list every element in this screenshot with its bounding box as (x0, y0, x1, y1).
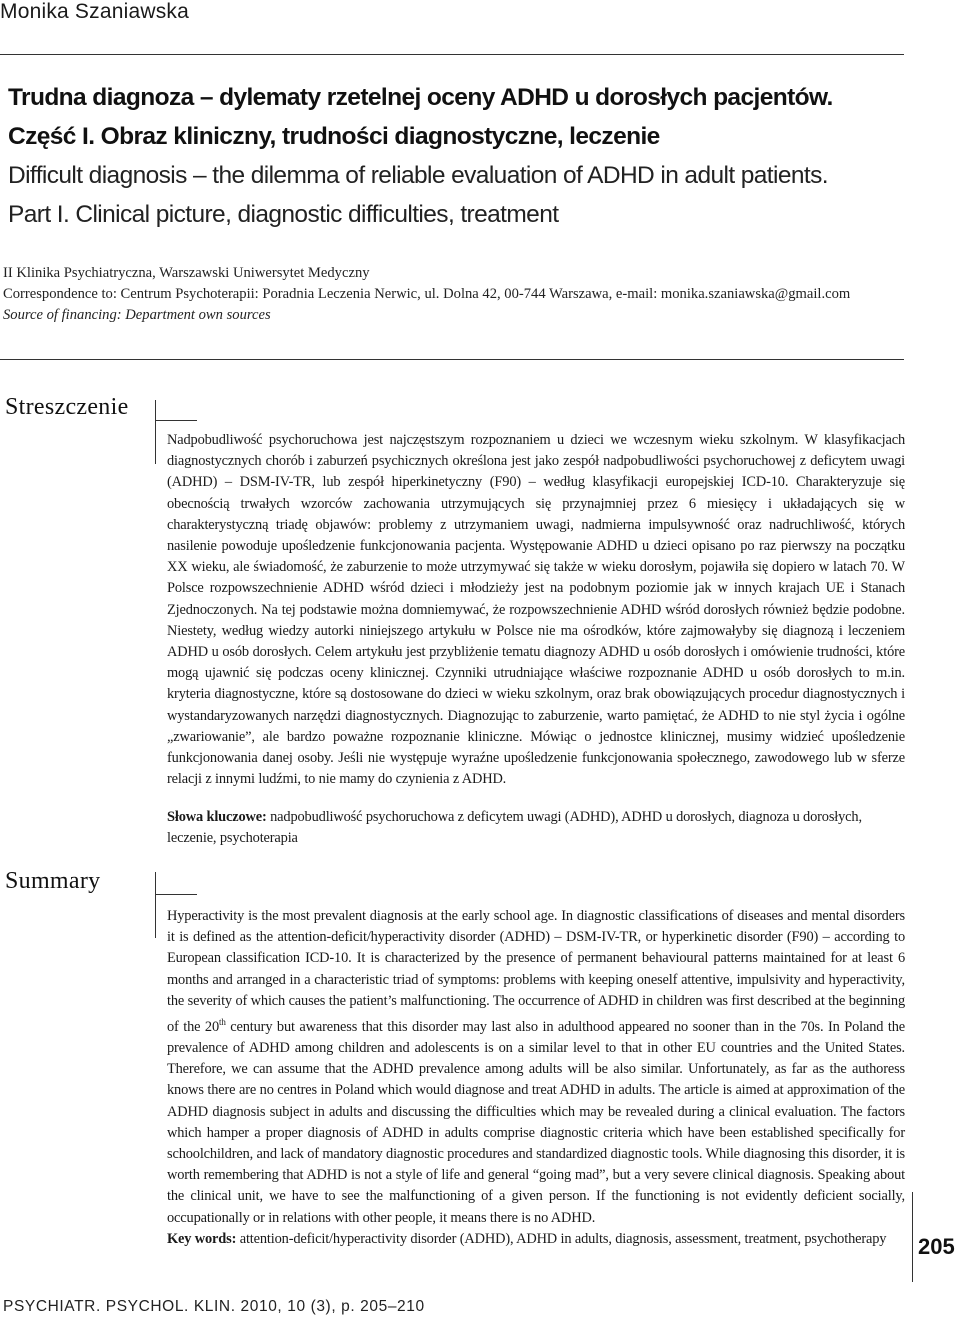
article-title-polish (8, 78, 888, 156)
keywords-english-text: attention-deficit/hyperactivity disorder (ADHD), ADHD in adults, diagnosis, assessment, treatment, psychotherapy (239, 1231, 887, 1247)
keywords-polish-text: nadpobudliwość psychoruchowa z deficytem uwagi (ADHD), ADHD u dorosłych, diagnoza u dorosłych, leczenie, psychoterapia (167, 809, 862, 847)
keywords-polish (167, 807, 905, 849)
keywords-english (167, 1229, 905, 1250)
keywords-polish-label: Słowa kluczowe: (167, 809, 267, 825)
abstract-english-part-2: century but awareness that this disorder may last also in adulthood appeared no sooner than in the 70s. In Poland the prevalence of ADHD among children and adolescents is on a similar level to that in other EU countries and the United States. Therefore, we can assume that the ADHD prevalence among adults will be also similar. Unfortunately, as far as the authoress knows there are no centres in Poland which would diagnose and treat ADHD in adults. The article is aimed at approximation of the ADHD diagnosis subject in adults and discussing the difficulties which may be revealed during a clinical evaluation. The factors which hamper a proper diagnosis of ADHD in adults comprise diagnostic criteria which have been established specifically for schoolchildren, and lack of mandatory diagnostic procedures and standardized diagnostic tools. While diagnosing this disorder, it is worth remembering that ADHD is not a style of life and general “going mad”, but a very severe clinical diagnosis. Speaking about the clinical unit, we have to see the malfunctioning of a given person. If the functioning is not evidently deficient socially, occupationally or in relations with other people, it means there is no ADHD. (167, 1018, 905, 1226)
header-rule (0, 54, 904, 55)
section-heading-summary: Summary (5, 868, 101, 894)
page-number: 205 (918, 1234, 955, 1259)
abstract-polish: Nadpobudliwość psychoruchowa jest najczęstszym rozpoznaniem u dzieci we wczesnym wieku szkolnym. W klasyfikacjach diagnostycznych chorób i zaburzeń psychicznych określona jest jako zespół nadpobudliwości psychoruchowej z deficytem uwagi (ADHD) – DSM-IV-TR, lub zespół hiperkinetyczny (F90) – według klasyfikacji europejskiej ICD-10. Charakteryzuje się obecnością trwałych wzorców zachowania utrzymujących się przynajmniej przez 6 miesięcy i układających się w charakterystyczną triadę objawów: problemy z utrzymaniem uwagi, nadmierna impulsywność oraz nadruchliwość, których nasilenie powoduje upośledzenie funkcjonowania pacjenta. Występowanie ADHD u dzieci opisano po raz pierwszy na początku XX wieku, ale świadomość, że zaburzenie to może utrzymywać się także w wieku dorosłym, pojawiła się dopiero w latach 70. W Polsce rozpowszechnienie ADHD wśród dzieci i młodzieży jest na podobnym poziomie jak w innych krajach UE i Stanach Zjednoczonych. Na tej podstawie można domniemywać, że rozpowszechnienie ADHD wśród dorosłych również będzie podobne. Niestety, według wiedzy autorki niniejszego artykułu w Polsce nie ma ośrodków, które zajmowałyby się diagnozą i leczeniem ADHD u osób dorosłych. Celem artykułu jest przybliżenie tematu diagnozy ADHD u osób dorosłych i omówienie trudności, które mogą ujawnić się podczas oceny klinicznej. Czynniki utrudniające właściwe rozpoznanie ADHD u osób dorosłych to m.in. kryteria diagnostyczne, które są dostosowane do dzieci w wieku szkolnym, oraz brak obowiązujących procedur diagnostycznych i wystandaryzowanych narzędzi diagnostycznych. Diagnozując to zaburzenie, warto pamiętać, że ADHD to nie styl życia i ogólne „zwariowanie”, ale bardzo poważne rozpoznanie kliniczne. Mówiąc o jednostce klinicznej, musimy widzieć upośledzenie funkcjonowania danej osoby. Jeśli nie występuje wyraźne upośledzenie funkcjonowania społecznego, zawodowego lub w sferze relacji z innymi ludźmi, to nie mamy do czynienia z ADHD. (167, 432, 905, 788)
abstract-english-part-1: Hyperactivity is the most prevalent diagnosis at the early school age. In diagnostic classifications of diseases and mental disorders it is defined as the attention-deficit/hyperactivity disorder (ADHD) – DSM-IV-TR, or hyperkinetic disorder (F90) – according to European classification ICD-10. It is characterized by the presence of permanent behavioural patterns maintained for at least 6 months and arranged in a characteristic triad of symptoms: problems with keeping oneself attentive, impulsivity and hyperactivity, the severity of which causes the patient’s malfunctioning. The occurrence of ADHD in children was first described at the beginning of the 20 (167, 908, 905, 1035)
title-pl-line-2: Część I. Obraz kliniczny, trudności diagnostyczne, leczenie (8, 123, 660, 150)
section-bracket-top (155, 420, 197, 421)
correspondence: Correspondence to: Centrum Psychoterapii: Poradnia Leczenia Nerwic, ul. Dolna 42, 00-744 Warszawa, e-mail: monika.szaniawska@gmail.com (3, 286, 851, 302)
title-pl-line-1: Trudna diagnoza – dylematy rzetelnej oceny ADHD u dorosłych pacjentów. (8, 84, 833, 111)
summary-bracket-top (155, 894, 197, 895)
page-number-rule (912, 1192, 913, 1282)
title-en-line-1: Difficult diagnosis – the dilemma of reliable evaluation of ADHD in adult patients. (8, 162, 828, 189)
article-title-english (8, 156, 888, 234)
affiliation-rule (0, 359, 904, 360)
title-en-line-2: Part I. Clinical picture, diagnostic difficulties, treatment (8, 201, 559, 228)
affiliation-block (3, 263, 953, 326)
section-bracket-vertical (155, 400, 156, 464)
ordinal-superscript: th (219, 1017, 226, 1028)
summary-bracket-vertical (155, 872, 156, 938)
source-of-financing: Source of financing: Department own sources (3, 307, 271, 323)
institution: II Klinika Psychiatryczna, Warszawski Uniwersytet Medyczny (3, 265, 370, 281)
keywords-english-label: Key words: (167, 1231, 237, 1247)
abstract-english (167, 906, 905, 1229)
journal-citation-footer: PSYCHIATR. PSYCHOL. KLIN. 2010, 10 (3), p. 205–210 (3, 1298, 425, 1315)
running-header-author: Monika Szaniawska (0, 0, 189, 23)
section-heading-streszczenie: Streszczenie (5, 394, 129, 420)
